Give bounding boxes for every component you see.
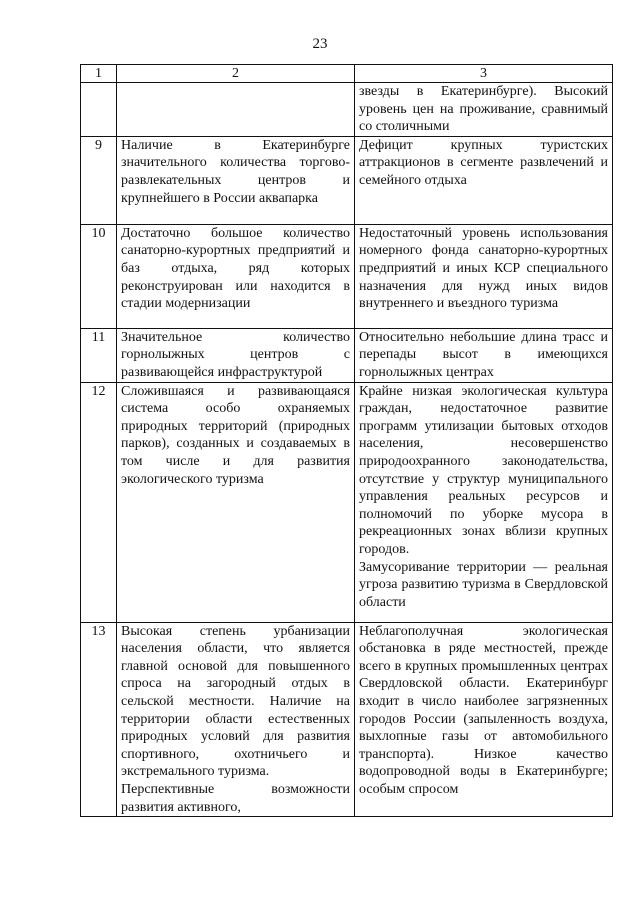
weakness-text: Замусоривание территории — реальная угроза развитию туризма в Свердловской области — [359, 559, 608, 610]
table-header-row — [81, 65, 613, 83]
row-number — [81, 83, 117, 137]
weakness-cell — [355, 224, 613, 328]
row-number: 12 — [81, 382, 117, 622]
strength-cell — [117, 382, 355, 622]
weakness-text: звезды в Екатеринбурге). Высокий уровень цен на проживание, сравнимый со столичными — [359, 84, 608, 135]
strength-text: Значительное количество горнолыжных центров с развивающейся инфраструктурой — [121, 329, 350, 380]
strength-text: Высокая степень урбанизации населения области, что является главной основой для повышенного спроса на загородный отдых в сельской местности. Наличие на территории области естественных природных условий для развития спортивного, охотничьего и экстремального туризма. — [121, 623, 350, 780]
strength-cell — [117, 83, 355, 137]
weakness-text: Недостаточный уровень использования номерного фонда санаторно-курортных предприятий и иных КСР специального назначения для нужд иных видов внутреннего и въездного туризма — [359, 225, 608, 312]
weakness-cell — [355, 382, 613, 622]
weakness-text: Дефицит крупных туристских аттракционов в сегменте развлечений и семейного отдыха — [359, 137, 608, 188]
column-header-3: 3 — [355, 65, 613, 83]
strength-text: Наличие в Екатеринбурге значительного количества торгово-развлекательных центров и крупнейшего в России аквапарка — [121, 137, 350, 206]
strength-cell — [117, 224, 355, 328]
strength-text: Перспективные возможности развития активного, — [121, 781, 350, 815]
strength-cell — [117, 328, 355, 382]
row-number: 9 — [81, 136, 117, 224]
weakness-text: Неблагополучная экологическая обстановка в ряде местностей, прежде всего в крупных промышленных центрах Свердловской области. Екатеринбург входит в число наиболее загрязненных городов России (запыленность воздуха, выхлопные газы от автомобильного транспорта). Низкое качество водопроводной воды в Екатеринбурге; особым спросом — [359, 623, 608, 797]
swot-table — [80, 64, 613, 817]
table-row — [81, 382, 613, 622]
table-row — [81, 622, 613, 817]
column-header-2: 2 — [117, 65, 355, 83]
strength-text: Достаточно большое количество санаторно-курортных предприятий и баз отдыха, ряд которых реконструирован или находится в стадии модернизации — [121, 225, 350, 312]
page-number: 23 — [312, 36, 328, 52]
strength-text: Сложившаяся и развивающаяся система особо охраняемых природных территорий (природных парков), созданных и создаваемых в том числе и для развития экологического туризма — [121, 383, 350, 487]
table-row — [81, 136, 613, 224]
table-row — [81, 328, 613, 382]
row-number: 13 — [81, 622, 117, 817]
table-row — [81, 224, 613, 328]
strength-cell — [117, 622, 355, 817]
row-number: 11 — [81, 328, 117, 382]
table-row — [81, 83, 613, 137]
weakness-text: Крайне низкая экологическая культура граждан, недостаточное развитие программ утилизации бытовых отходов населения, несовершенство природоохранного законодательства, отсутствие у структур муниципального управления реальных ресурсов и полномочий по уборке мусора в рекреационных зонах вблизи крупных городов. — [359, 383, 608, 557]
weakness-cell — [355, 328, 613, 382]
weakness-cell — [355, 622, 613, 817]
strength-cell — [117, 136, 355, 224]
weakness-cell — [355, 83, 613, 137]
row-number: 10 — [81, 224, 117, 328]
column-header-1: 1 — [81, 65, 117, 83]
weakness-text: Относительно небольшие длина трасс и перепады высот в имеющихся горнолыжных центрах — [359, 329, 608, 380]
weakness-cell — [355, 136, 613, 224]
